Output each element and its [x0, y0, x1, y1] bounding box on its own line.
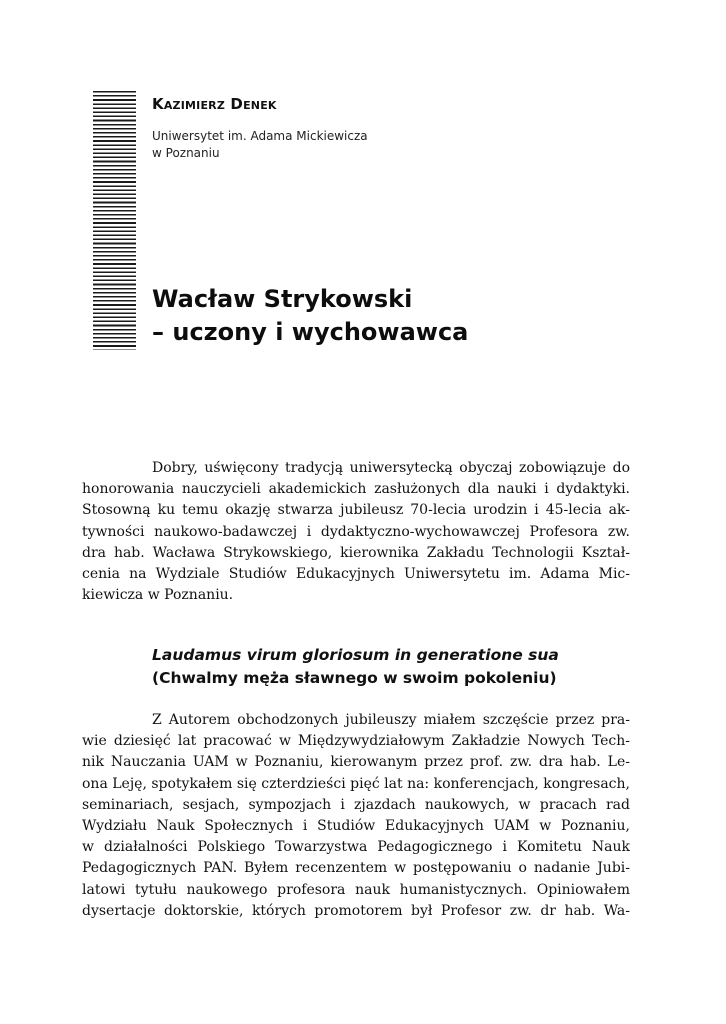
text-line: wie dziesięć lat pracować w Międzywydziałowym Zakładzie Nowych Tech- [82, 733, 630, 750]
decorative-stripe-block [93, 91, 136, 350]
section-heading-latin: Laudamus virum gloriosum in generatione sua [152, 646, 559, 664]
text-line: dysertacje doktorskie, których promotorem był Profesor zw. dr hab. Wa- [82, 902, 630, 919]
text-line: kiewicza w Poznaniu. [82, 587, 234, 604]
text-line: nik Nauczania UAM w Poznaniu, kierowanym przez prof. zw. dra hab. Le- [82, 754, 630, 771]
article-title [152, 283, 468, 349]
text-line: honorowania nauczycieli akademickich zasłużonych dla nauki i dydaktyki. [82, 481, 630, 498]
title-line: – uczony i wychowawca [152, 318, 469, 346]
affiliation-line: Uniwersytet im. Adama Mickiewicza [152, 129, 368, 143]
author-name: Kazimierz Denek [152, 95, 277, 113]
text-line: tywności naukowo-badawczej i dydaktyczno-wychowawczej Profesora zw. [82, 523, 630, 540]
text-line: latowi tytułu naukowego profesora nauk humanistycznych. Opiniowałem [82, 881, 630, 898]
text-line: Stosowną ku temu okazję stwarza jubileusz 70-lecia urodzin i 45-lecia ak- [82, 502, 630, 519]
text-line: seminariach, sesjach, sympozjach i zjazdach naukowych, w pracach rad [82, 796, 630, 813]
title-line: Wacław Strykowski [152, 285, 413, 313]
text-line: Dobry, uświęcony tradycją uniwersytecką obyczaj zobowiązuje do [152, 460, 630, 476]
author-affiliation [152, 128, 368, 162]
intro-paragraph [82, 458, 630, 606]
section-heading-polish: (Chwalmy męża sławnego w swoim pokoleniu) [152, 669, 557, 687]
affiliation-line: w Poznaniu [152, 146, 220, 160]
text-line: Z Autorem obchodzonych jubileuszy miałem szczęście przez pra- [152, 712, 630, 728]
text-line: ona Leję, spotykałem się czterdzieści pięć lat na: konferencjach, kongresach, [82, 775, 630, 792]
text-line: cenia na Wydziale Studiów Edukacyjnych Uniwersytetu im. Adama Mic- [82, 566, 630, 583]
text-line: Wydziału Nauk Społecznych i Studiów Edukacyjnych UAM w Poznaniu, [82, 818, 630, 835]
text-line: w działalności Polskiego Towarzystwa Pedagogicznego i Komitetu Nauk [82, 839, 630, 856]
text-line: dra hab. Wacława Strykowskiego, kierownika Zakładu Technologii Kształ- [82, 544, 630, 561]
body-paragraph [82, 710, 630, 922]
section-heading [152, 644, 559, 690]
text-line: Pedagogicznych PAN. Byłem recenzentem w postępowaniu o nadanie Jubi- [82, 860, 630, 877]
